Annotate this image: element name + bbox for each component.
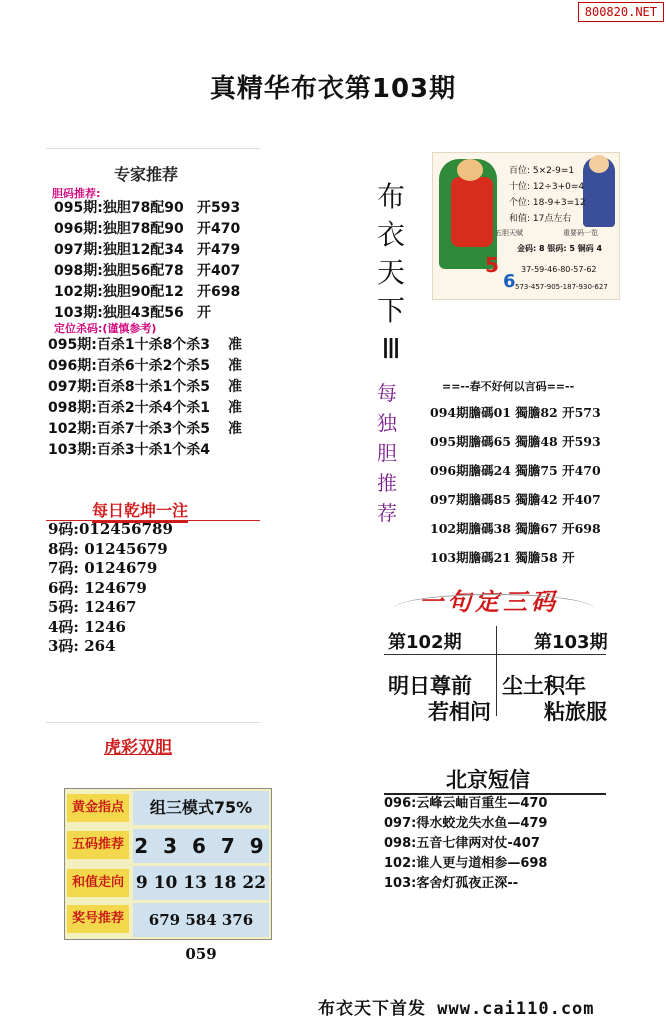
- poster-bottom-2: 37-59-46-80-57-62: [521, 265, 597, 274]
- announce-row: 095期膽碼65 獨膽48 开593: [430, 434, 601, 449]
- tiger-label-3: 和值走向: [67, 869, 129, 897]
- vertical-char: 推: [377, 471, 397, 495]
- poster-line: 十位: 12÷3+0=4: [509, 182, 585, 192]
- daily-title: 每日乾坤一注: [92, 498, 188, 523]
- expert-row: 096期:独胆78配90 开470: [54, 221, 241, 237]
- poster-bottom-3: 573-457-905-187-930-627: [515, 283, 608, 291]
- every-vertical: [372, 378, 402, 528]
- daily-row: 6码: 124679: [48, 578, 147, 597]
- vertical-char: Ⅲ: [381, 332, 401, 365]
- expert-title: 专家推荐: [113, 165, 178, 184]
- announce-panel: [430, 372, 620, 564]
- tiger-title: 虎彩双胆: [104, 738, 172, 758]
- announce-list: [430, 398, 601, 572]
- kill-row: 097期:百杀8十杀1个杀5 准: [48, 379, 242, 395]
- sms-row: 097:得水蛟龙失水鱼—479: [384, 816, 548, 831]
- expert-top-line: [46, 148, 260, 149]
- vertical-char: 天: [376, 256, 405, 289]
- riddle-panel: [384, 582, 618, 724]
- daily-row: 8码: 01245679: [48, 539, 168, 558]
- riddle-right-head: 第103期: [534, 632, 608, 653]
- riddle-left-1: 明日尊前: [388, 674, 472, 698]
- vertical-char: 每: [377, 381, 397, 405]
- site-badge: 800820.NET: [578, 2, 664, 22]
- riddle-title: 一句定三码: [419, 588, 559, 616]
- poster-line: 百位: 5×2-9=1: [509, 166, 575, 176]
- daily-row: 4码: 1246: [48, 617, 126, 636]
- vertical-char: 胆: [377, 441, 397, 465]
- expert-sub1: 胆码推荐:: [52, 187, 101, 200]
- tiger-value-4: 679 584 376 059: [133, 903, 269, 937]
- tiger-value-2: 2 3 6 7 9: [133, 829, 269, 863]
- riddle-arc: [394, 594, 594, 623]
- riddle-left-head: 第102期: [388, 632, 462, 653]
- poster-caption-right: 重要码一览: [563, 229, 598, 237]
- riddle-right-2: 粘旅服: [544, 700, 607, 724]
- beijing-panel: [384, 764, 614, 904]
- expert-row: 102期:独胆90配12 开698: [54, 284, 241, 300]
- tiger-label-1: 黄金指点: [67, 794, 129, 822]
- expert-row: 097期:独胆12配34 开479: [54, 242, 241, 258]
- poster-line: 和值: 17点左右: [509, 214, 572, 224]
- announce-title: ==--春不好何以言码==--: [442, 380, 575, 393]
- expert-list2: [48, 335, 260, 461]
- riddle-hline: [384, 654, 606, 655]
- poster-nums-5: 5: [485, 253, 499, 277]
- tiger-value-3: 9 10 13 18 22: [133, 866, 269, 900]
- warrior-cape-icon: [451, 177, 493, 247]
- tiger-top-line: [46, 722, 260, 723]
- tiger-grid: [64, 788, 272, 963]
- expert-row: 098期:独胆56配78 开407: [54, 263, 241, 279]
- footer-link[interactable]: 布衣天下首发 www.cai110.com: [318, 999, 595, 1019]
- kill-row: 103期:百杀3十杀1个杀4: [48, 442, 211, 458]
- poster-line: 个位: 18-9+3=12: [509, 198, 586, 208]
- vertical-char: 独: [377, 411, 397, 435]
- announce-row: 094期膽碼01 獨膽82 开573: [430, 405, 601, 420]
- sms-row: 098:五音七律两对仗-407: [384, 836, 540, 851]
- sage-head-icon: [589, 155, 609, 173]
- poster-nums-6: 6: [503, 271, 516, 292]
- daily-list: [48, 520, 173, 657]
- tiger-value-1: 组三模式75%: [133, 791, 269, 825]
- tiger-label-2: 五码推荐: [67, 831, 129, 859]
- announce-row: 103期膽碼21 獨膽58 开: [430, 550, 575, 565]
- vertical-char: 衣: [376, 218, 405, 251]
- beijing-list: [384, 794, 547, 894]
- poster-image: [432, 152, 620, 300]
- beijing-title: 北京短信: [446, 768, 530, 792]
- kill-row: 098期:百杀2十杀4个杀1 准: [48, 400, 242, 416]
- announce-row: 102期膽碼38 獨膽67 开698: [430, 521, 601, 536]
- poster-caption-left: 五胆天赋: [495, 229, 523, 237]
- sms-row: 102:谁人更与道相参—698: [384, 856, 548, 871]
- vertical-char: 荐: [377, 501, 397, 525]
- riddle-right-1: 尘土积年: [502, 674, 586, 698]
- kill-row: 102期:百杀7十杀3个杀5 准: [48, 421, 242, 437]
- kill-row: 095期:百杀1十杀8个杀3 准: [48, 337, 242, 353]
- expert-panel: [46, 148, 260, 468]
- daily-panel: [46, 494, 266, 664]
- announce-row: 097期膽碼85 獨膽42 开407: [430, 492, 601, 507]
- expert-row: 103期:独胆43配56 开: [54, 305, 211, 321]
- kill-row: 096期:百杀6十杀2个杀5 准: [48, 358, 242, 374]
- daily-row: 5码: 12467: [48, 598, 137, 616]
- expert-list1: [54, 198, 260, 324]
- sms-row: 096:云峰云岫百重生—470: [384, 796, 548, 811]
- sms-row: 103:客舍灯孤夜正深--: [384, 876, 519, 891]
- warrior-head-icon: [457, 159, 483, 181]
- daily-row: 3码: 264: [48, 637, 116, 655]
- riddle-left-2: 若相问: [428, 700, 491, 724]
- page-title: 真精华布衣第103期: [209, 74, 457, 104]
- buyi-vertical: [370, 178, 412, 368]
- expert-sub2: 定位杀码:(谨慎参考): [54, 322, 157, 335]
- vertical-char: 下: [376, 294, 405, 327]
- tiger-label-4: 奖号推荐: [67, 905, 129, 933]
- poster-bottom-1: 金码: 8 银码: 5 铜码 4: [517, 244, 603, 253]
- riddle-vline: [496, 626, 497, 716]
- vertical-char: 布: [376, 180, 405, 213]
- daily-row: 7码: 0124679: [48, 559, 158, 577]
- daily-row: 9码:012456789: [48, 520, 173, 538]
- expert-row: 095期:独胆78配90 开593: [54, 200, 241, 216]
- announce-row: 096期膽碼24 獨膽75 开470: [430, 463, 601, 478]
